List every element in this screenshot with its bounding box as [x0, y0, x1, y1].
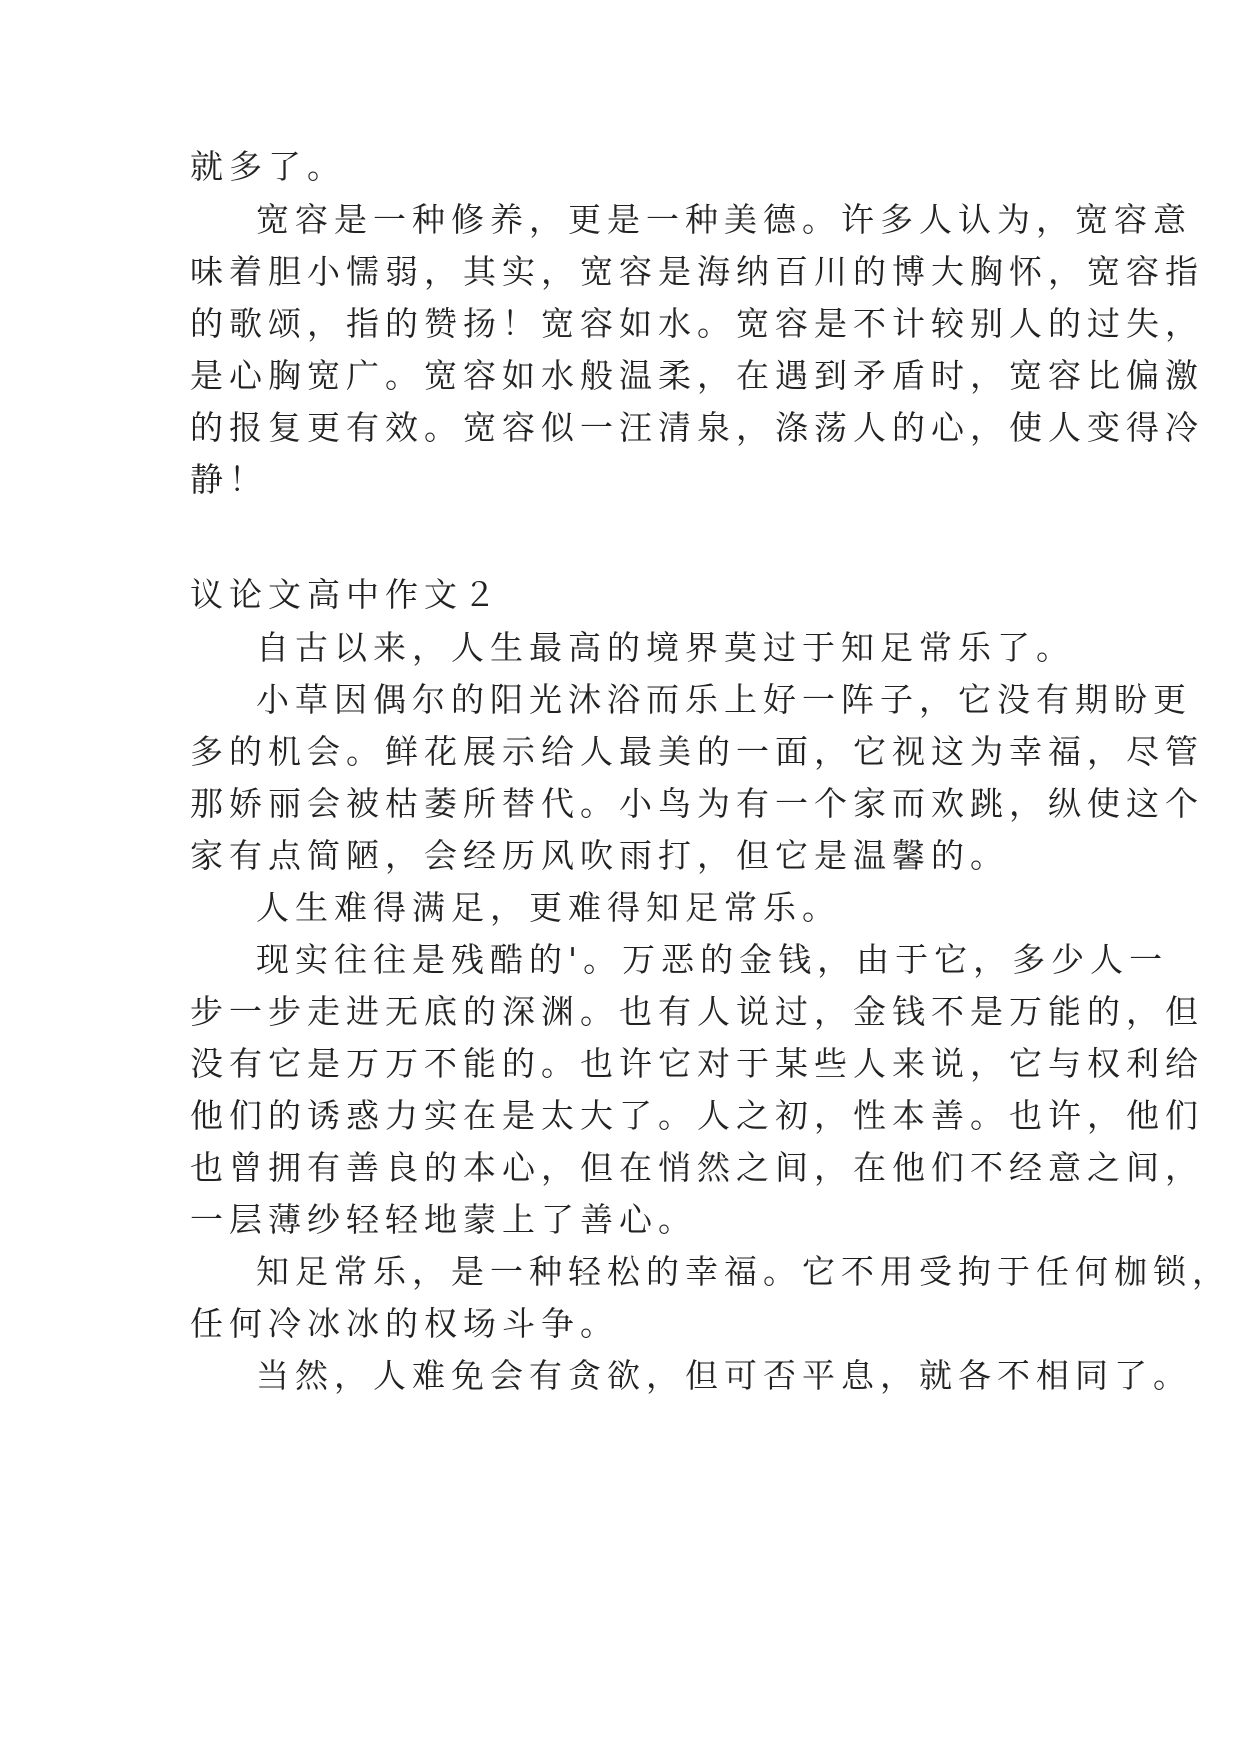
- text-line: 他们的诱惑力实在是太大了。人之初，性本善。也许，他们: [190, 1096, 1204, 1135]
- text-line: 静！: [190, 460, 268, 499]
- text-line: 没有它是万万不能的。也许它对于某些人来说，它与权利给: [190, 1044, 1204, 1083]
- text-line: 一层薄纱轻轻地蒙上了善心。: [190, 1200, 697, 1239]
- paragraph-first-line: 现实往往是残酷的'。万恶的金钱，由于它，多少人一: [256, 940, 1169, 979]
- section-heading: 议论文高中作文２: [190, 575, 502, 614]
- text-line: 就多了。: [190, 147, 346, 186]
- text-line: 步一步走进无底的深渊。也有人说过，金钱不是万能的，但: [190, 992, 1204, 1031]
- text-line: 那娇丽会被枯萎所替代。小鸟为有一个家而欢跳，纵使这个: [190, 784, 1204, 823]
- text-line: 味着胆小懦弱，其实，宽容是海纳百川的博大胸怀，宽容指: [190, 252, 1204, 291]
- paragraph-first-line: 当然，人难免会有贪欲，但可否平息，就各不相同了。: [256, 1356, 1192, 1395]
- paragraph-first-line: 宽容是一种修养，更是一种美德。许多人认为，宽容意: [256, 200, 1192, 239]
- paragraph-first-line: 小草因偶尔的阳光沐浴而乐上好一阵子，它没有期盼更: [256, 680, 1192, 719]
- text-line: 的报复更有效。宽容似一汪清泉，涤荡人的心，使人变得冷: [190, 408, 1204, 447]
- paragraph-first-line: 人生难得满足，更难得知足常乐。: [256, 888, 841, 927]
- text-line: 的歌颂，指的赞扬！宽容如水。宽容是不计较别人的过失，: [190, 304, 1204, 343]
- text-line: 是心胸宽广。宽容如水般温柔，在遇到矛盾时，宽容比偏激: [190, 356, 1204, 395]
- paragraph-first-line: 自古以来，人生最高的境界莫过于知足常乐了。: [256, 628, 1075, 667]
- text-line: 家有点简陋，会经历风吹雨打，但它是温馨的。: [190, 836, 1009, 875]
- text-line: 任何冷冰冰的权场斗争。: [190, 1304, 619, 1343]
- text-line: 多的机会。鲜花展示给人最美的一面，它视这为幸福，尽管: [190, 732, 1204, 771]
- paragraph-first-line: 知足常乐，是一种轻松的幸福。它不用受拘于任何枷锁，: [256, 1252, 1231, 1291]
- text-line: 也曾拥有善良的本心，但在悄然之间，在他们不经意之间，: [190, 1148, 1204, 1187]
